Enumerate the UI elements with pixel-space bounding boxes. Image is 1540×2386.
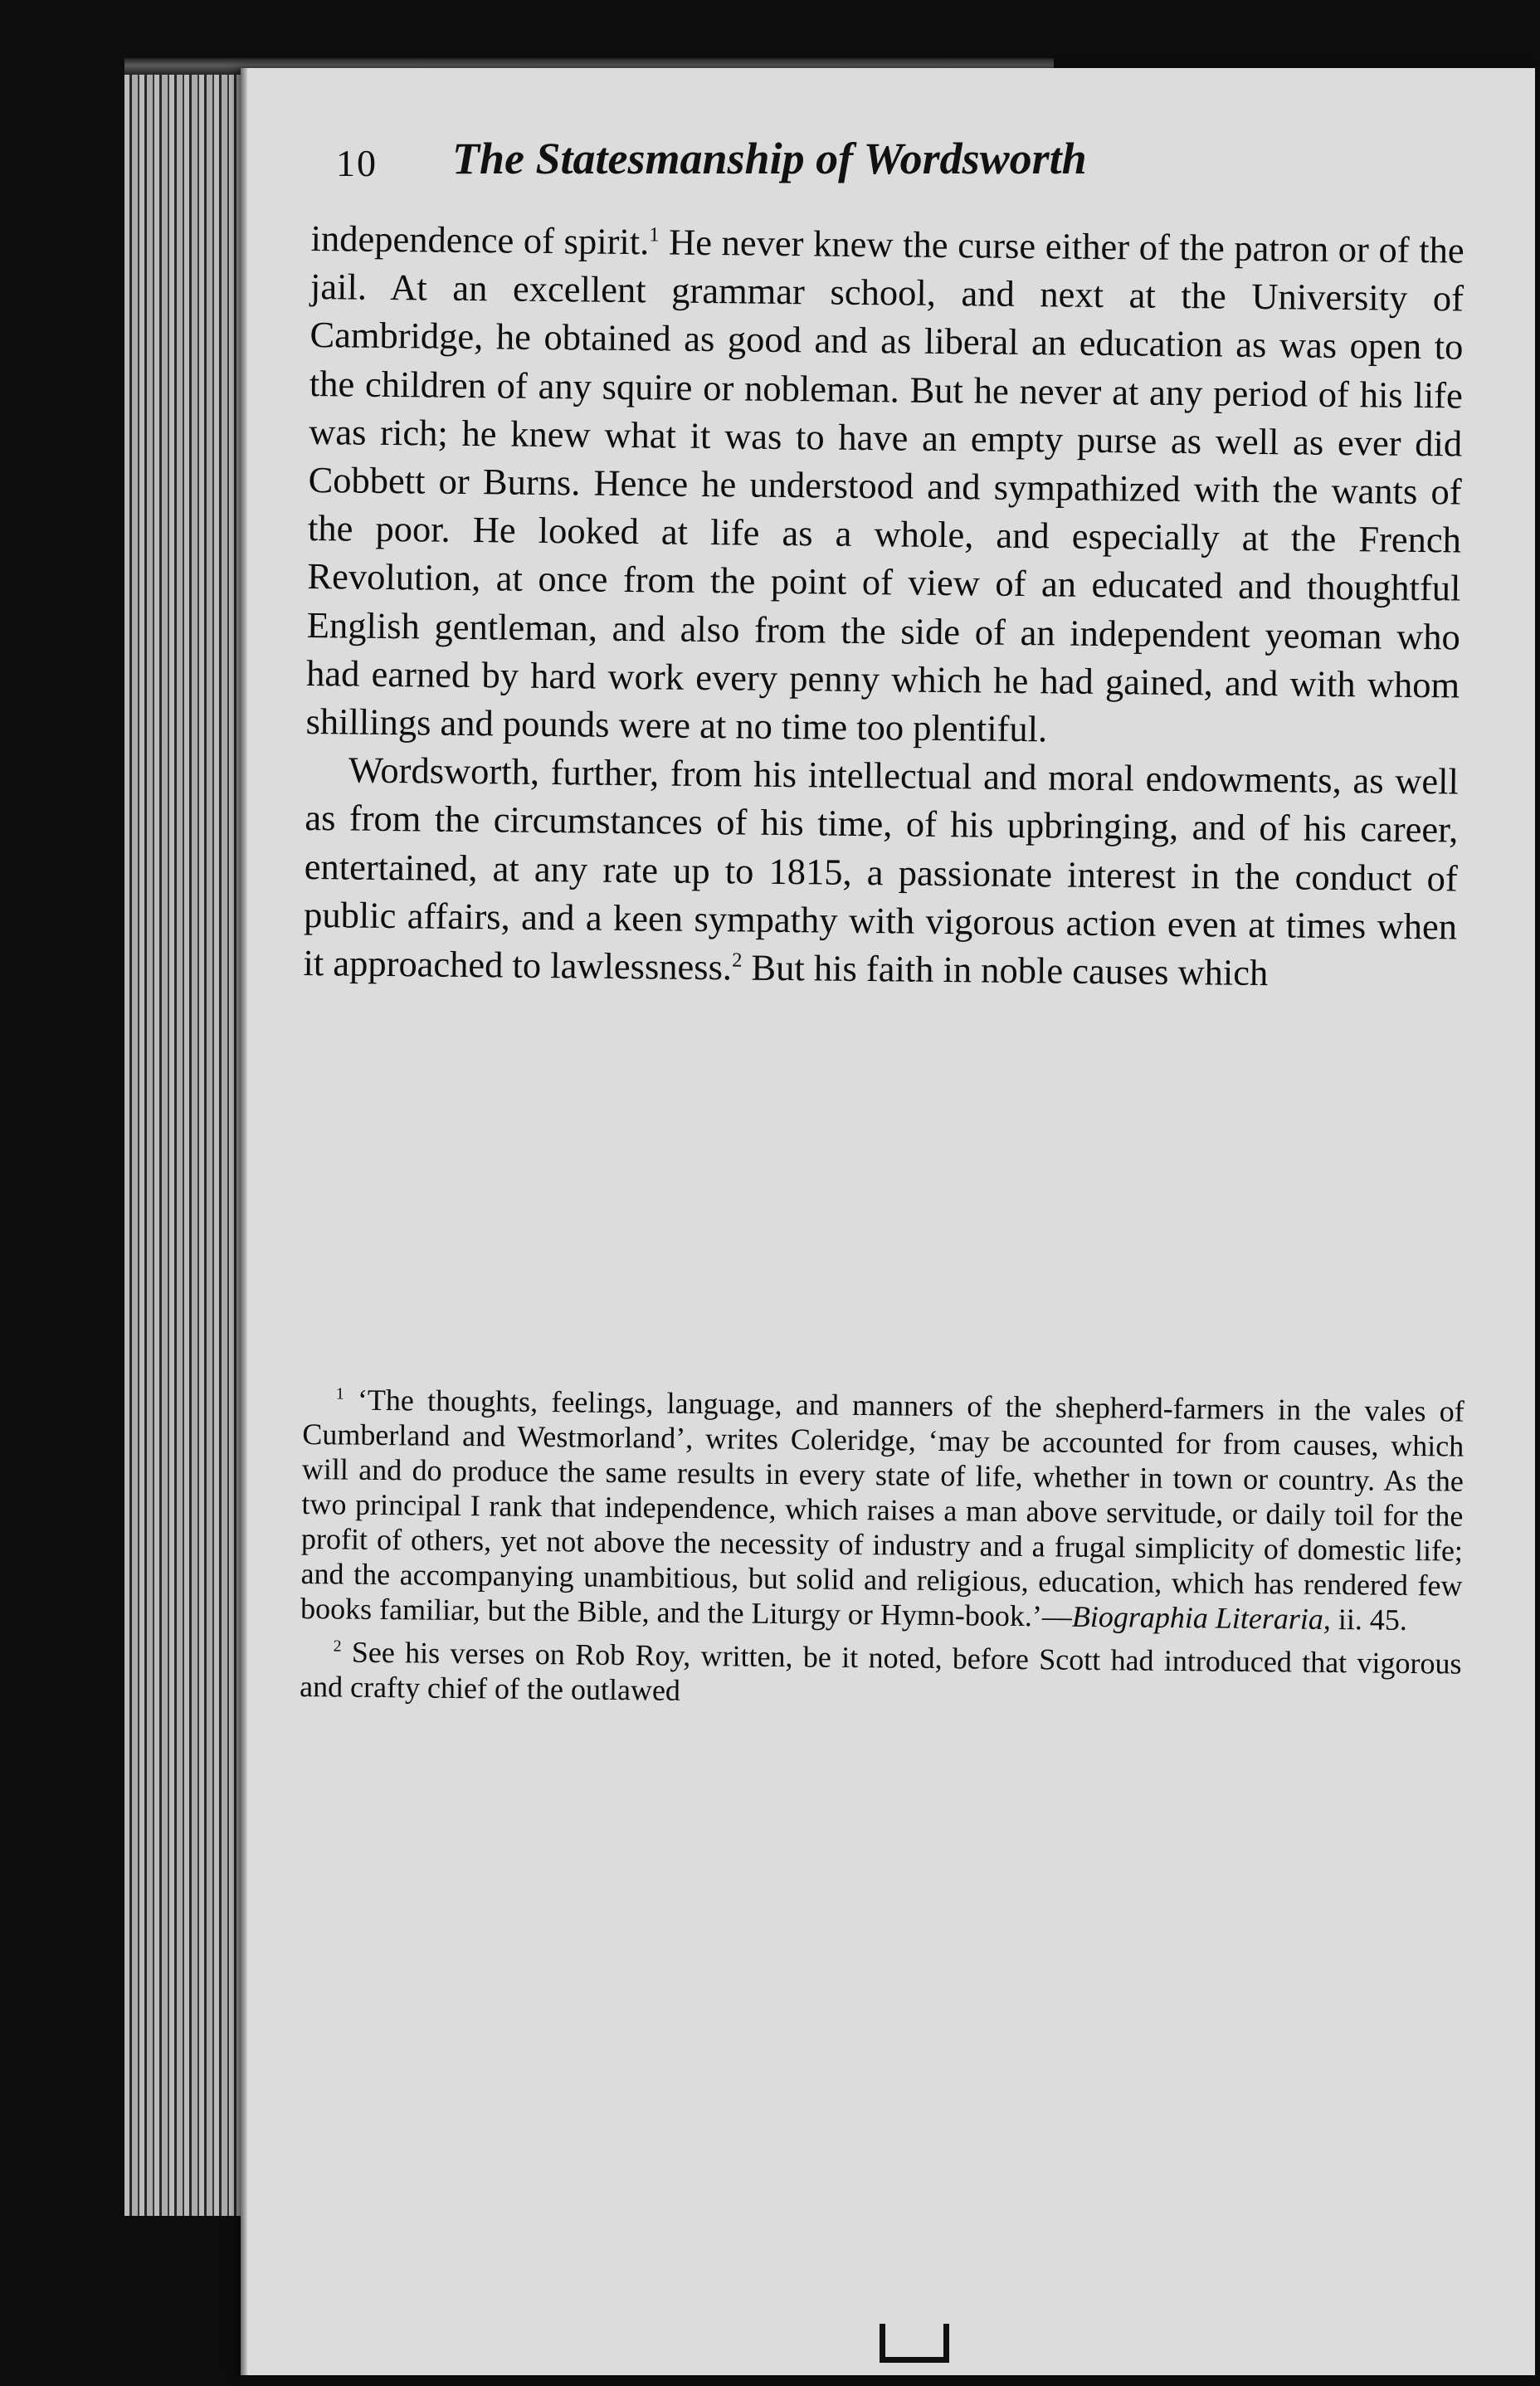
footnote-marker: 1	[335, 1384, 344, 1403]
footnote-reference: 1	[649, 223, 660, 246]
bottom-edge-mark	[880, 2324, 949, 2363]
footnote-marker: 2	[333, 1637, 342, 1656]
paragraph	[303, 745, 1459, 999]
running-title: The Statesmanship of Wordsworth	[452, 134, 1087, 183]
page-number: 10	[336, 142, 378, 184]
running-head	[336, 133, 1249, 199]
page-gutter-shadow	[241, 68, 247, 2375]
body-text	[303, 214, 1464, 999]
paragraph-text: He never knew the curse either of the patron or of the jail. At an excellent grammar school, and next at the University of Cambridge, he obtained as good and as liberal an education as was open to the children of any squire or nobleman. But he never at any period of his life was rich; he knew what it was to have an empty purse as well as ever did Cobbett or Burns. Hence he understood and sympathized with the wants of the poor. He looked at life as a whole, and especially at the French Revolution, at once from the point of view of an educated and thoughtful English gentleman, and also from the side of an independent yeoman who had earned by hard work every penny which he had gained, and with whom shillings and pounds were at no time too plentiful.	[305, 221, 1464, 750]
paragraph	[305, 214, 1464, 758]
footnote-text: See his verses on Rob Roy, written, be it noted, before Scott had introduced that vigorous and crafty chief of the outlawed	[299, 1635, 1462, 1707]
footnote-source-title: Biographia Literaria,	[1071, 1599, 1332, 1636]
footnotes	[300, 1382, 1464, 1725]
footnote	[300, 1634, 1462, 1716]
paragraph-text: independence of spirit.	[310, 217, 650, 263]
footnote-text: ‘The thoughts, feelings, language, and manners of the shepherd-farmers in the vales of Cumberland and Westmorland’, writes Coleridge, ‘may be accounted for from causes, which will and do produce the same results in every state of life, whether in town or country. As the two principal I rank that independence, which raises a man above servitude, or daily toil for the profit of others, yet not above the necessity of industry and a frugal simplicity of domestic life; and the accompanying unambitious, but solid and religious, education, which has rendered few books familiar, but the Bible, and the Liturgy or Hymn-book.’—	[300, 1383, 1464, 1633]
footnote-reference: 2	[732, 949, 743, 972]
footnote	[300, 1382, 1464, 1638]
footnote-source-ref: ii. 45.	[1330, 1602, 1408, 1637]
paragraph-text: But his faith in noble causes which	[742, 946, 1269, 994]
book-page-edges	[124, 75, 249, 2216]
paragraph-text: Wordsworth, further, from his intellectual and moral endowments, as well as from the circumstances of his time, of his upbringing, and of his career, entertained, at any rate up to 1815, a passionate interest in the conduct of public affairs, and a keen sympathy with vigorous action even at times when it approached to lawlessness.	[303, 749, 1460, 988]
